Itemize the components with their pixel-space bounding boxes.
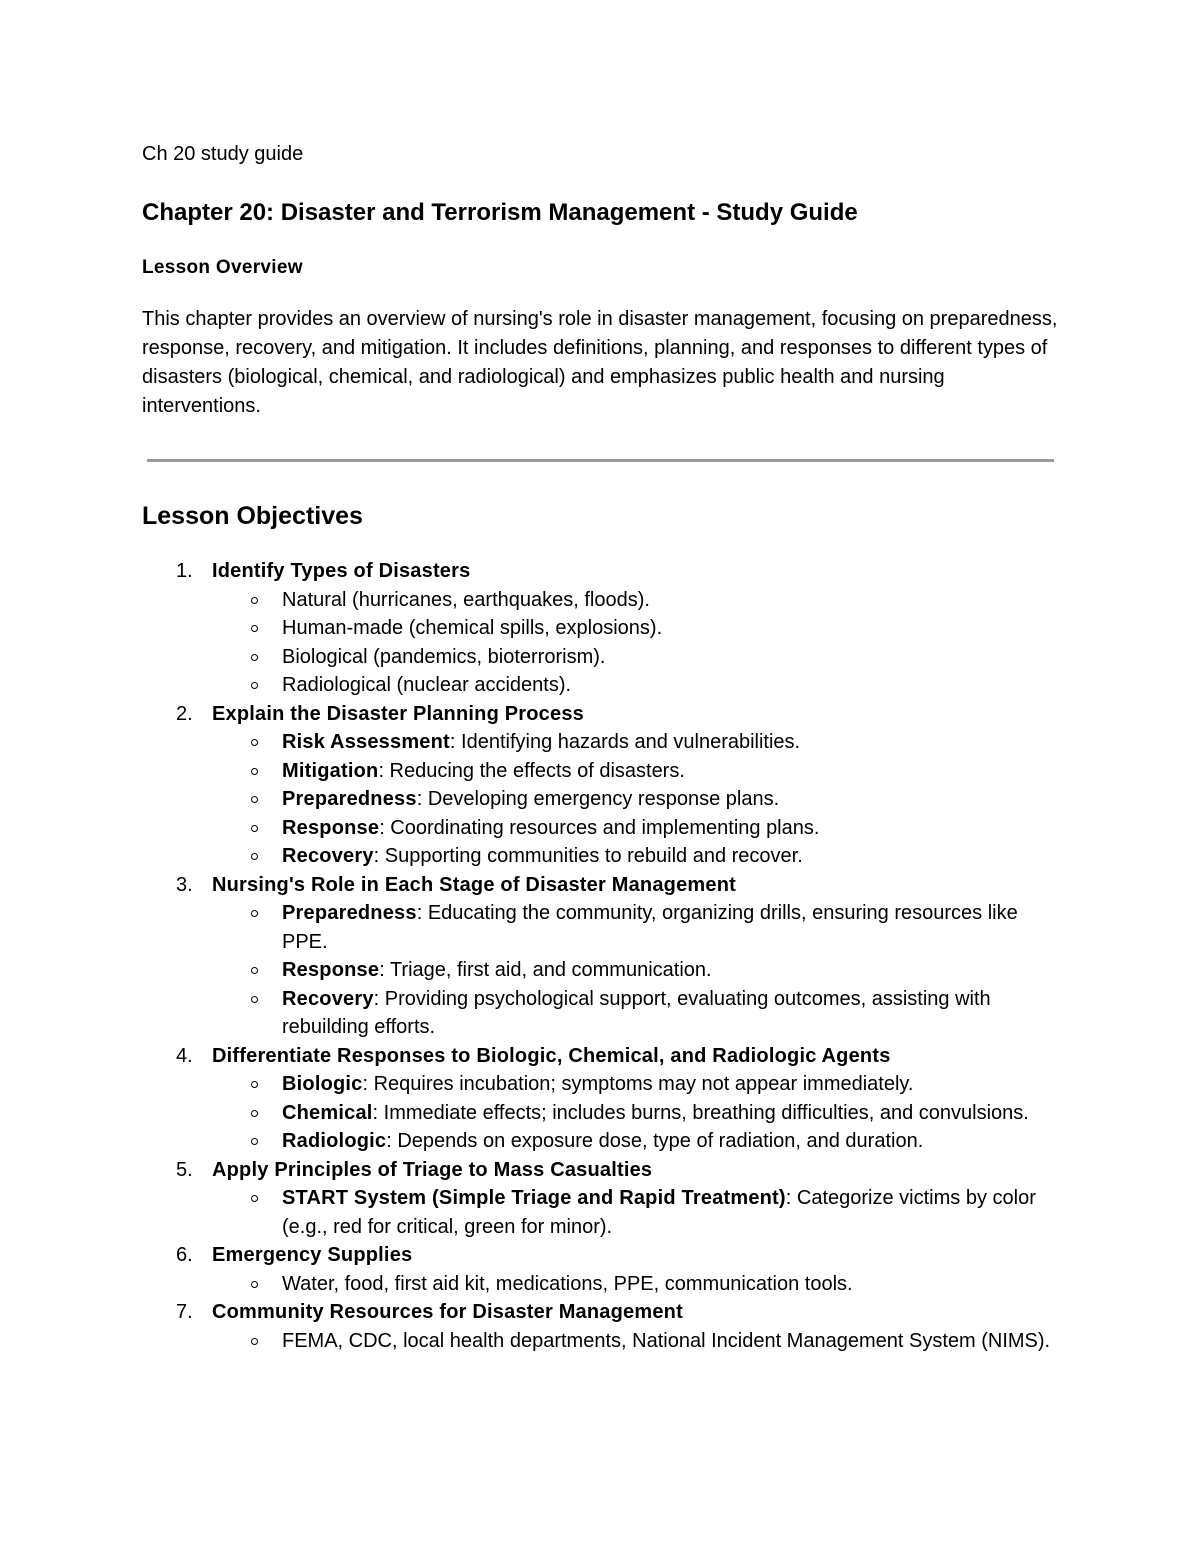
subitem-term: Recovery (282, 987, 374, 1010)
objective-number: 5. (176, 1158, 193, 1181)
objective-subitem (212, 1127, 1062, 1156)
objective-title: Identify Types of Disasters (212, 560, 471, 582)
objective-title: Apply Principles of Triage to Mass Casualties (212, 1158, 653, 1181)
subitem-text: Biological (pandemics, bioterrorism). (282, 645, 606, 668)
subitem-text: : Identifying hazards and vulnerabilities. (449, 731, 801, 753)
subitem-term: Biologic (282, 1073, 363, 1095)
objective-sublist (212, 899, 1062, 1042)
objective-title: Explain the Disaster Planning Process (212, 702, 584, 725)
objective-item (142, 1156, 1062, 1242)
objective-subitem (212, 614, 1062, 643)
objective-item (142, 557, 1062, 700)
document-label: Ch 20 study guide (142, 143, 304, 165)
objective-subitem (212, 757, 1062, 786)
subitem-term: Preparedness (282, 788, 417, 810)
subitem-term: START System (Simple Triage and Rapid Treatment) (282, 1187, 786, 1209)
subitem-text: : Depends on exposure dose, type of radiation, and duration. (386, 1130, 924, 1152)
hollow-bullet-icon (251, 625, 258, 632)
subitem-term: Chemical (282, 1101, 373, 1124)
hollow-bullet-icon (251, 996, 258, 1003)
hollow-bullet-icon (251, 654, 258, 661)
hollow-bullet-icon (251, 1195, 258, 1202)
hollow-bullet-icon (251, 682, 258, 689)
subitem-text: : Requires incubation; symptoms may not appear immediately. (362, 1073, 914, 1095)
objective-item (142, 700, 1062, 871)
objective-subitem (212, 956, 1062, 985)
objective-subitem (212, 1327, 1062, 1356)
overview-heading: Lesson Overview (142, 257, 303, 278)
hollow-bullet-icon (251, 1081, 258, 1088)
horizontal-divider (147, 459, 1054, 462)
hollow-bullet-icon (251, 853, 258, 860)
subitem-text: Radiological (nuclear accidents). (282, 674, 572, 696)
hollow-bullet-icon (251, 1338, 258, 1345)
objective-subitem (212, 1270, 1062, 1299)
hollow-bullet-icon (251, 597, 258, 604)
overview-paragraph: This chapter provides an overview of nursing's role in disaster management, focusing on preparedness, response, recovery, and mitigation. It includes definitions, planning, and responses to different types of disasters (biological, chemical, and radiological) and emphasizes public health and nursing interventions. (142, 308, 1058, 417)
subitem-text: : Triage, first aid, and communication. (379, 959, 712, 981)
objective-item (142, 1042, 1062, 1156)
subitem-text: : Developing emergency response plans. (416, 788, 780, 810)
objective-title: Differentiate Responses to Biologic, Chemical, and Radiologic Agents (212, 1044, 891, 1067)
objective-subitem (212, 899, 1062, 956)
hollow-bullet-icon (251, 1138, 258, 1145)
subitem-term: Response (282, 816, 380, 839)
objective-subitem (212, 671, 1062, 700)
objective-sublist (212, 1327, 1062, 1356)
subitem-text: : Coordinating resources and implementing plans. (379, 816, 820, 839)
subitem-text: FEMA, CDC, local health departments, National Incident Management System (NIMS). (282, 1329, 1051, 1352)
objective-subitem (212, 1070, 1062, 1099)
hollow-bullet-icon (251, 825, 258, 832)
subitem-text: : Reducing the effects of disasters. (378, 759, 685, 782)
objective-subitem (212, 1184, 1062, 1241)
objective-title: Nursing's Role in Each Stage of Disaster Management (212, 873, 736, 896)
objective-subitem (212, 586, 1062, 615)
hollow-bullet-icon (251, 739, 258, 746)
objective-number: 2. (176, 702, 193, 725)
hollow-bullet-icon (251, 1110, 258, 1117)
subitem-text: : Providing psychological support, evaluating outcomes, assisting with rebuilding efforts. (282, 987, 991, 1038)
objective-title: Community Resources for Disaster Management (212, 1301, 683, 1323)
page-title: Chapter 20: Disaster and Terrorism Management - Study Guide (142, 199, 858, 226)
objective-number: 4. (176, 1044, 193, 1067)
objective-sublist (212, 586, 1062, 700)
objective-item (142, 1241, 1062, 1298)
objective-subitem (212, 842, 1062, 871)
objective-sublist (212, 728, 1062, 871)
subitem-term: Radiologic (282, 1130, 387, 1152)
objective-sublist (212, 1184, 1062, 1241)
objective-sublist (212, 1270, 1062, 1299)
objective-number: 1. (176, 560, 193, 582)
subitem-term: Recovery (282, 845, 374, 867)
objective-subitem (212, 1099, 1062, 1128)
subitem-text: Natural (hurricanes, earthquakes, floods). (282, 588, 650, 611)
objective-subitem (212, 643, 1062, 672)
objective-item (142, 871, 1062, 1042)
objectives-heading: Lesson Objectives (142, 502, 363, 530)
objective-subitem (212, 814, 1062, 843)
subitem-text: : Educating the community, organizing drills, ensuring resources like PPE. (282, 902, 1018, 953)
subitem-text: : Categorize victims by color (e.g., red for critical, green for minor). (282, 1187, 1036, 1238)
subitem-term: Mitigation (282, 759, 379, 782)
hollow-bullet-icon (251, 967, 258, 974)
subitem-text: : Immediate effects; includes burns, breathing difficulties, and convulsions. (372, 1101, 1029, 1124)
objective-number: 6. (176, 1244, 193, 1266)
objective-subitem (212, 785, 1062, 814)
subitem-term: Preparedness (282, 902, 417, 924)
objective-subitem (212, 985, 1062, 1042)
subitem-term: Risk Assessment (282, 731, 450, 753)
objective-number: 3. (176, 873, 193, 896)
hollow-bullet-icon (251, 1281, 258, 1288)
objective-number: 7. (176, 1301, 193, 1323)
subitem-text: Water, food, first aid kit, medications, PPE, communication tools. (282, 1272, 853, 1295)
subitem-term: Response (282, 959, 380, 981)
hollow-bullet-icon (251, 768, 258, 775)
objective-subitem (212, 728, 1062, 757)
objectives-list (142, 557, 1062, 1355)
subitem-text: Human-made (chemical spills, explosions). (282, 617, 663, 639)
hollow-bullet-icon (251, 796, 258, 803)
subitem-text: : Supporting communities to rebuild and recover. (373, 845, 803, 867)
objective-title: Emergency Supplies (212, 1244, 413, 1266)
hollow-bullet-icon (251, 910, 258, 917)
objective-sublist (212, 1070, 1062, 1156)
objective-item (142, 1298, 1062, 1355)
